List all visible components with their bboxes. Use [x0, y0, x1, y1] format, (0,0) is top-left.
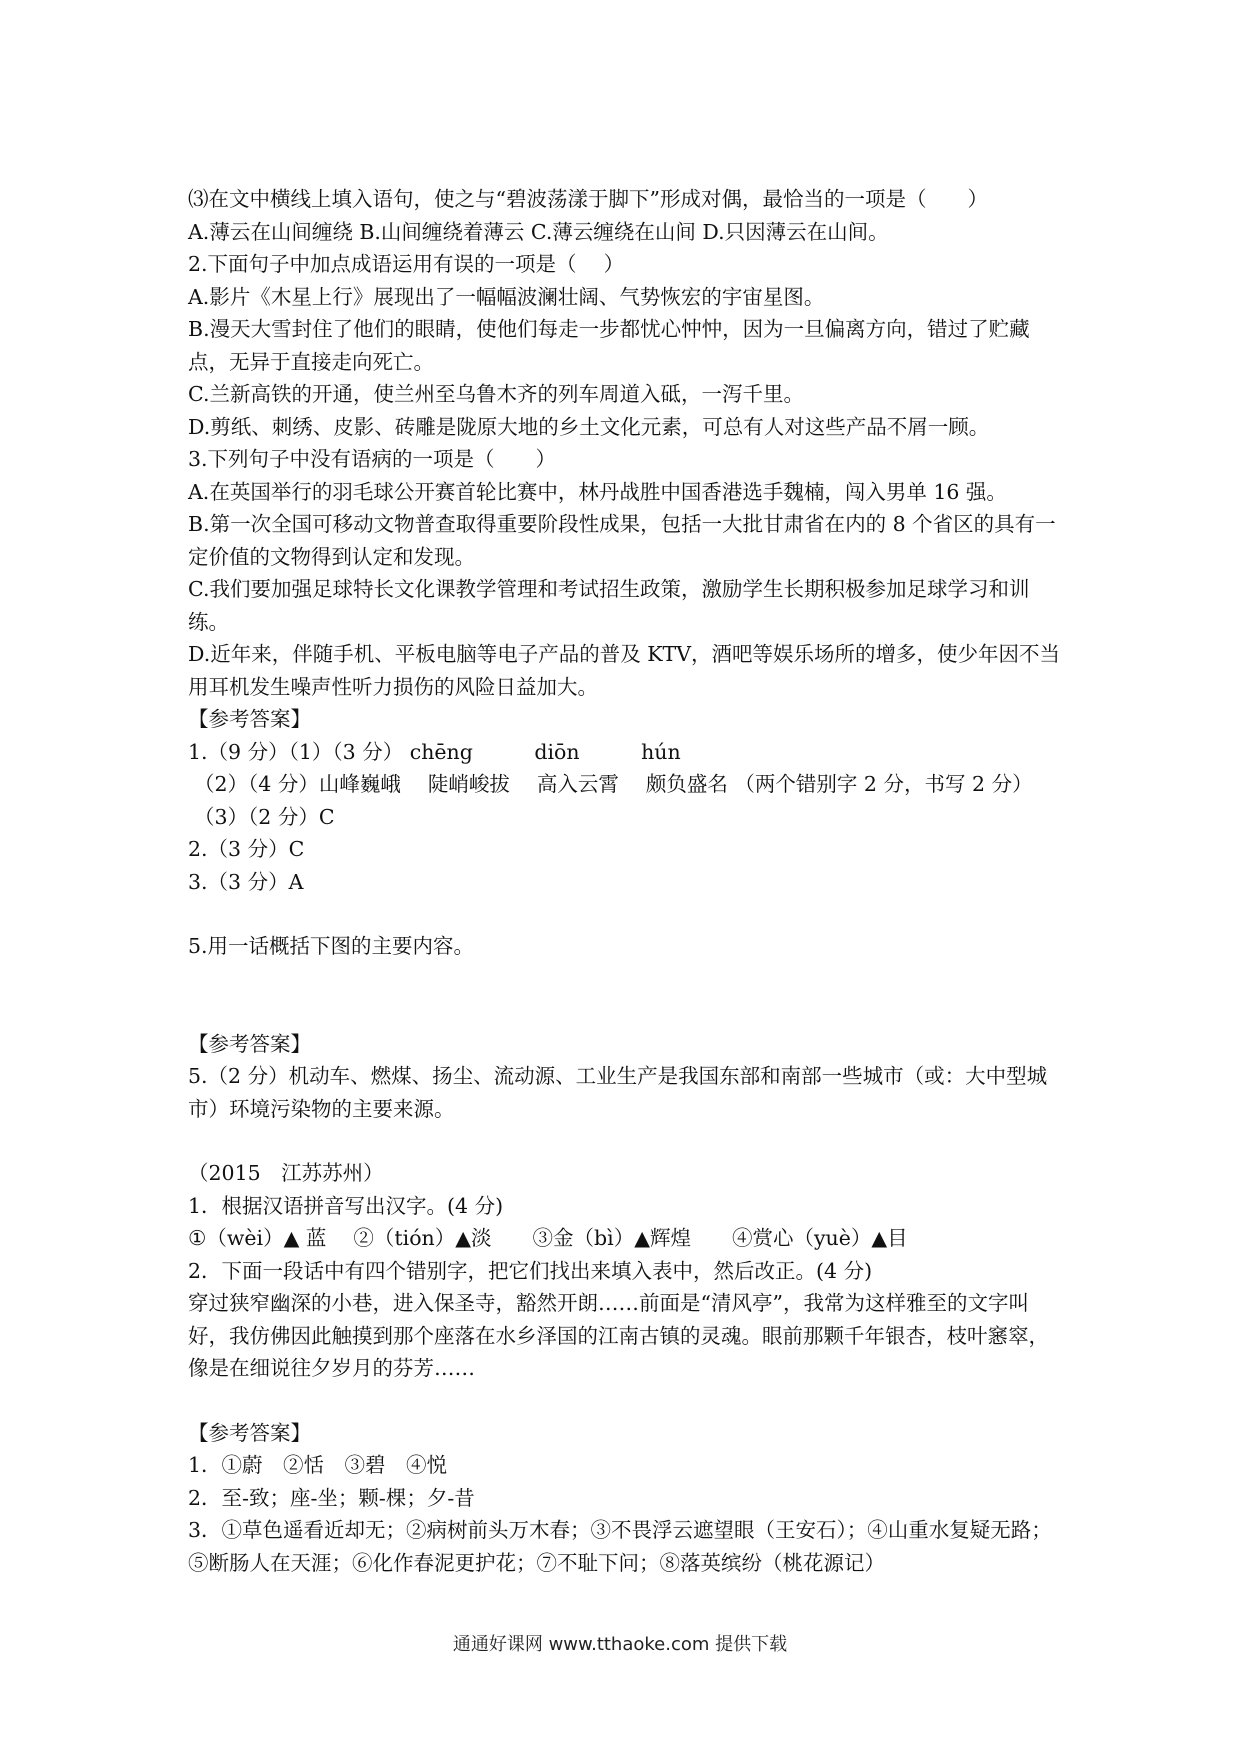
- question-3-option-b: B.第一次全国可移动文物普查取得重要阶段性成果，包括一大批甘肃省在内的 8 个省区的具有一定价值的文物得到认定和发现。: [188, 512, 1056, 569]
- question-5-answer: 5.（2 分）机动车、燃煤、扬尘、流动源、工业生产是我国东部和南部一些城市（或：大中型城市）环境污染物的主要来源。: [188, 1064, 1048, 1121]
- question-2-option-a: A.影片《木星上行》展现出了一幅幅波澜壮阔、气势恢宏的宇宙星图。: [188, 284, 825, 309]
- page-footer: 通通好课网 www.tthaoke.com 提供下载: [452, 1634, 788, 1655]
- question-3-option-c: C.我们要加强足球特长文化课教学管理和考试招生政策，激励学生长期积极参加足球学习和训练。: [188, 577, 1030, 634]
- answer-line-2: 2．至-致；座-坐；颗-棵；夕-昔: [188, 1485, 475, 1510]
- answer-heading: 【参考答案】: [188, 1420, 311, 1445]
- answer-line-2: （2）（4 分）山峰巍峨 陡峭峻拔 高入云霄 颇负盛名 （两个错别字 2 分，书写 2 分）: [194, 772, 1033, 796]
- question-3-option-a: A.在英国举行的羽毛球公开赛首轮比赛中，林丹战胜中国香港选手魏楠，闯入男单 16 强。: [188, 479, 1007, 504]
- answer-heading: 【参考答案】: [188, 1031, 311, 1056]
- question-5-stem: 5.用一话概括下图的主要内容。: [188, 934, 475, 958]
- source-label: （2015 江苏苏州）: [188, 1161, 384, 1185]
- question-2-passage: 穿过狭窄幽深的小巷，进入保圣寺，豁然开朗……前面是“清风亭”，我常为这样雅至的文字叫好，我仿佛因此触摸到那个座落在水乡泽国的江南古镇的灵魂。眼前那颗千年银杏，枝叶窸窣，像是在细说往夕岁月的芬芳……: [188, 1291, 1049, 1380]
- question-2-option-b: B.漫天大雪封住了他们的眼睛，使他们每走一步都忧心忡忡，因为一旦偏离方向，错过了贮藏点，无异于直接走向死亡。: [188, 317, 1030, 374]
- answer-heading: 【参考答案】: [188, 707, 311, 731]
- answer-line-5: 3.（3 分）A: [188, 869, 304, 894]
- question-1-stem: 1．根据汉语拼音写出汉字。(4 分): [188, 1193, 504, 1218]
- question-3-stem: 3.下列句子中没有语病的一项是（ ）: [188, 447, 557, 471]
- question-3-sub-stem: ⑶在文中横线上填入语句，使之与“碧波荡漾于脚下”形成对偶，最恰当的一项是（ ）: [188, 187, 988, 211]
- question-3-sub-options: A.薄云在山间缠绕 B.山间缠绕着薄云 C.薄云缠绕在山间 D.只因薄云在山间。: [188, 219, 889, 244]
- answer-line-3: 3．①草色遥看近却无；②病树前头万木春；③不畏浮云遮望眼（王安石）；④山重水复疑无路；⑤断肠人在天涯；⑥化作春泥更护花；⑦不耻下问；⑧落英缤纷（桃花源记）: [188, 1518, 1052, 1575]
- question-1-items: ①（wèi）▲ 蓝 ②（tión）▲淡 ③金（bì）▲辉煌 ④赏心（yuè）▲目: [188, 1226, 908, 1250]
- answer-line-4: 2.（3 分）C: [188, 837, 305, 861]
- question-3-option-d: D.近年来，伴随手机、平板电脑等电子产品的普及 KTV，酒吧等娱乐场所的增多，使少年因不当用耳机发生噪声性听力损伤的风险日益加大。: [188, 642, 1061, 699]
- document-body: [188, 183, 1068, 1579]
- answer-line-1: 1.（9 分）（1）（3 分） chēng diōn hún: [188, 739, 681, 764]
- question-2-option-d: D.剪纸、刺绣、皮影、砖雕是陇原大地的乡土文化元素，可总有人对这些产品不屑一顾。: [188, 414, 990, 439]
- answer-line-3: （3）（2 分）C: [194, 804, 335, 829]
- question-2-option-c: C.兰新高铁的开通，使兰州至乌鲁木齐的列车周道入砥，一泻千里。: [188, 382, 804, 406]
- answer-line-1: 1．①蔚 ②恬 ③碧 ④悦: [188, 1453, 448, 1477]
- question-2-stem: 2．下面一段话中有四个错别字，把它们找出来填入表中，然后改正。(4 分): [188, 1258, 873, 1283]
- question-2-stem: 2.下面句子中加点成语运用有误的一项是（ ）: [188, 252, 625, 276]
